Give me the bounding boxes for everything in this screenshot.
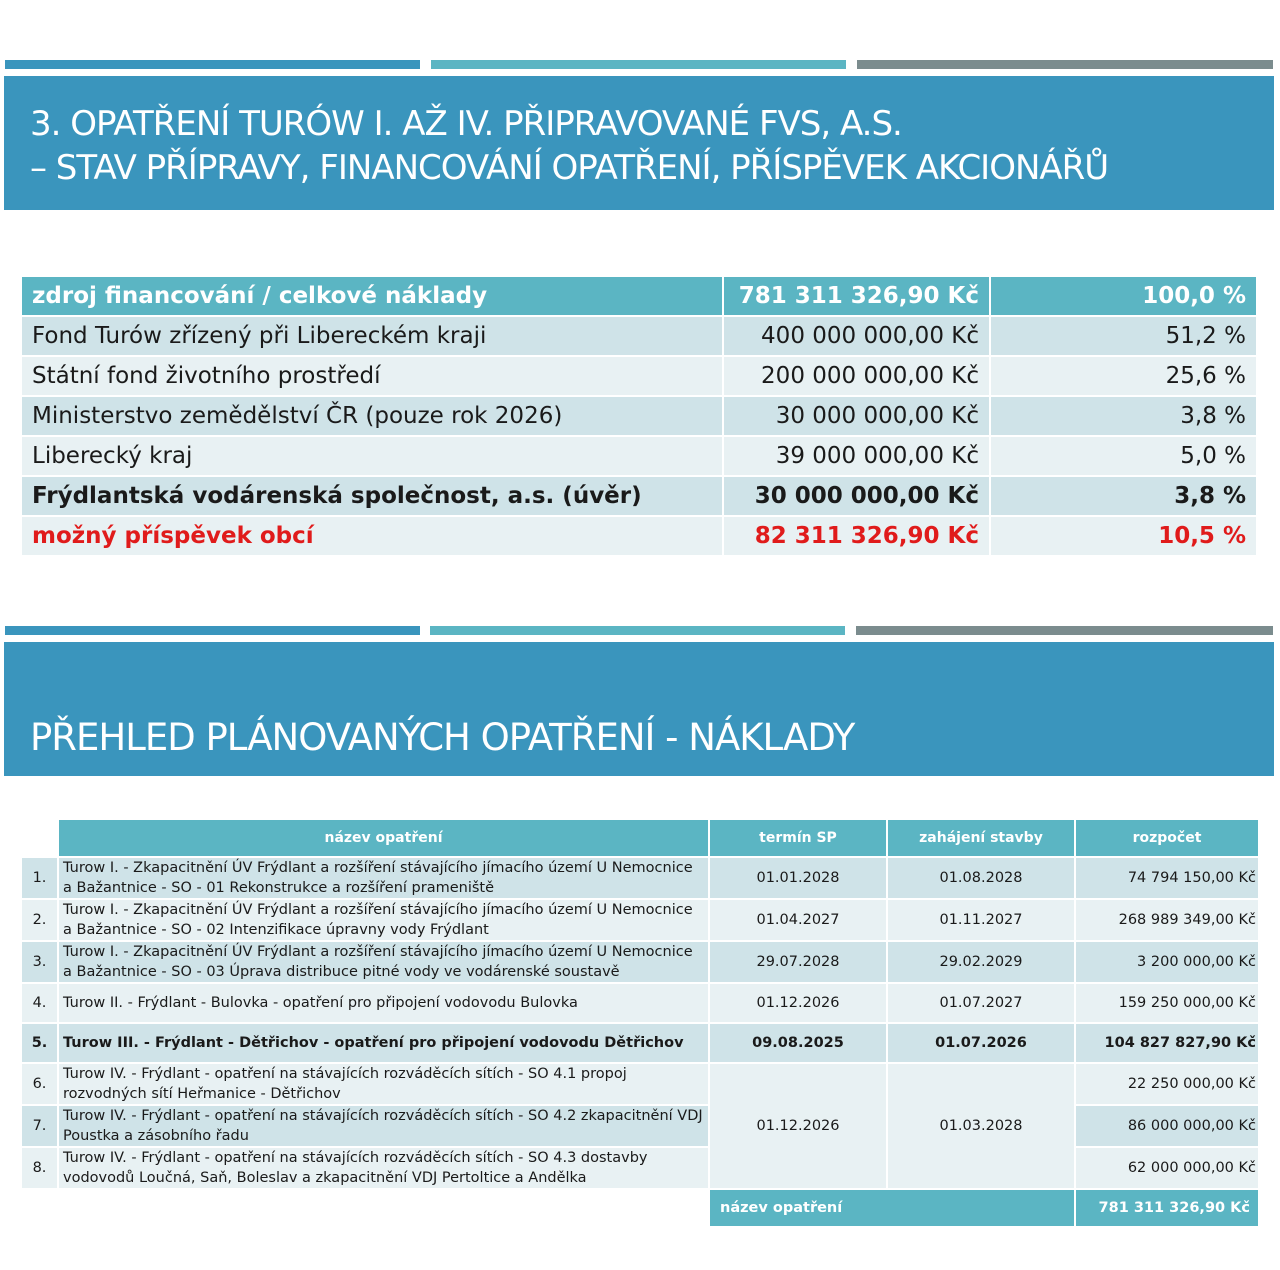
slide1-title-line1: 3. OPATŘENÍ TURÓW I. AŽ IV. PŘIPRAVOVANÉ FVS, A.S. (30, 104, 902, 144)
funding-header-label: zdroj financování / celkové náklady (22, 277, 722, 315)
measure-number: 6. (22, 1064, 57, 1104)
measure-start: 01.07.2026 (888, 1024, 1074, 1062)
funding-percent: 5,0 % (991, 437, 1256, 475)
column-header-term: termín SP (710, 820, 886, 856)
measure-row (22, 1064, 1258, 1104)
measure-budget: 86 000 000,00 Kč (1076, 1106, 1258, 1146)
funding-percent: 3,8 % (991, 477, 1256, 515)
measure-start: 01.07.2027 (888, 984, 1074, 1022)
measure-name: Turow I. - Zkapacitnění ÚV Frýdlant a rozšíření stávajícího jímacího území U Nemocnice a Bažantnice - SO - 01 Rekonstrukce a rozšíření prameniště (59, 858, 708, 898)
measure-number: 2. (22, 900, 57, 940)
funding-header-row (22, 277, 1256, 315)
measure-start: 01.08.2028 (888, 858, 1074, 898)
measure-name: Turow IV. - Frýdlant - opatření na stávajících rozváděcích sítích - SO 4.2 zkapacitnění VDJ Poustka a zásobního řadu (59, 1106, 708, 1146)
measure-start-merged: 01.03.2028 (888, 1064, 1074, 1188)
measure-number: 7. (22, 1106, 57, 1146)
accent-stripe-blue (5, 626, 420, 635)
measure-term: 29.07.2028 (710, 942, 886, 982)
measures-header-row (22, 820, 1258, 856)
accent-stripe-gray (856, 626, 1273, 635)
funding-row (22, 397, 1256, 435)
funding-row-fvs (22, 477, 1256, 515)
funding-percent: 51,2 % (991, 317, 1256, 355)
funding-row (22, 437, 1256, 475)
funding-percent: 3,8 % (991, 397, 1256, 435)
measure-name: Turow I. - Zkapacitnění ÚV Frýdlant a rozšíření stávajícího jímacího území U Nemocnice a Bažantnice - SO - 02 Intenzifikace úpravny vody Frýdlant (59, 900, 708, 940)
measure-number: 3. (22, 942, 57, 982)
measure-budget: 22 250 000,00 Kč (1076, 1064, 1258, 1104)
measure-row (22, 984, 1258, 1022)
footer-label: název opatření (710, 1190, 1074, 1226)
measure-term: 01.12.2026 (710, 984, 886, 1022)
funding-row (22, 317, 1256, 355)
slide2-title-banner (4, 642, 1274, 776)
measure-budget: 3 200 000,00 Kč (1076, 942, 1258, 982)
measure-number: 1. (22, 858, 57, 898)
measure-row (22, 942, 1258, 982)
funding-amount: 400 000 000,00 Kč (724, 317, 989, 355)
funding-row (22, 357, 1256, 395)
header-blank-cell (22, 820, 57, 856)
funding-amount: 39 000 000,00 Kč (724, 437, 989, 475)
measures-table (20, 818, 1260, 1228)
footer-blank-cell (22, 1190, 57, 1226)
funding-amount: 30 000 000,00 Kč (724, 477, 989, 515)
measure-number: 8. (22, 1148, 57, 1188)
measure-start: 29.02.2029 (888, 942, 1074, 982)
measure-row (22, 858, 1258, 898)
column-header-name: název opatření (59, 820, 708, 856)
funding-header-amount: 781 311 326,90 Kč (724, 277, 989, 315)
accent-stripe-teal (431, 60, 846, 69)
measure-term: 09.08.2025 (710, 1024, 886, 1062)
measure-term-merged: 01.12.2026 (710, 1064, 886, 1188)
slide2-title: PŘEHLED PLÁNOVANÝCH OPATŘENÍ - NÁKLADY (30, 716, 855, 759)
accent-stripe-gray (857, 60, 1273, 69)
slide1-title-line2: – STAV PŘÍPRAVY, FINANCOVÁNÍ OPATŘENÍ, PŘÍSPĚVEK AKCIONÁŘŮ (30, 148, 1109, 188)
funding-percent: 25,6 % (991, 357, 1256, 395)
measure-name: Turow III. - Frýdlant - Dětřichov - opatření pro připojení vodovodu Dětřichov (59, 1024, 708, 1062)
funding-source: Státní fond životního prostředí (22, 357, 722, 395)
measure-budget: 104 827 827,90 Kč (1076, 1024, 1258, 1062)
measure-budget: 74 794 150,00 Kč (1076, 858, 1258, 898)
measure-name: Turow IV. - Frýdlant - opatření na stávajících rozváděcích sítích - SO 4.3 dostavby vodovodů Loučná, Saň, Boleslav a zkapacitnění VDJ Pertoltice a Andělka (59, 1148, 708, 1188)
slide1-title-banner (4, 76, 1274, 210)
funding-source: Frýdlantská vodárenská společnost, a.s. (úvěr) (22, 477, 722, 515)
funding-source: Liberecký kraj (22, 437, 722, 475)
column-header-budget: rozpočet (1076, 820, 1258, 856)
measures-footer-row (22, 1190, 1258, 1226)
measure-row (22, 900, 1258, 940)
accent-stripe-blue (5, 60, 420, 69)
measure-name: Turow IV. - Frýdlant - opatření na stávajících rozváděcích sítích - SO 4.1 propoj rozvodných sítí Heřmanice - Dětřichov (59, 1064, 708, 1104)
funding-source: Ministerstvo zemědělství ČR (pouze rok 2026) (22, 397, 722, 435)
measure-number: 5. (22, 1024, 57, 1062)
footer-total: 781 311 326,90 Kč (1076, 1190, 1258, 1226)
measure-term: 01.04.2027 (710, 900, 886, 940)
measure-budget: 159 250 000,00 Kč (1076, 984, 1258, 1022)
funding-amount: 200 000 000,00 Kč (724, 357, 989, 395)
measure-name: Turow I. - Zkapacitnění ÚV Frýdlant a rozšíření stávajícího jímacího území U Nemocnice a Bažantnice - SO - 03 Úprava distribuce pitné vody ve vodárenské soustavě (59, 942, 708, 982)
column-header-start: zahájení stavby (888, 820, 1074, 856)
funding-header-percent: 100,0 % (991, 277, 1256, 315)
funding-source: možný příspěvek obcí (22, 517, 722, 555)
funding-source: Fond Turów zřízený při Libereckém kraji (22, 317, 722, 355)
measure-row-highlighted (22, 1024, 1258, 1062)
measure-number: 4. (22, 984, 57, 1022)
accent-stripe-teal (430, 626, 845, 635)
funding-amount: 30 000 000,00 Kč (724, 397, 989, 435)
measure-term: 01.01.2028 (710, 858, 886, 898)
funding-amount: 82 311 326,90 Kč (724, 517, 989, 555)
funding-percent: 10,5 % (991, 517, 1256, 555)
funding-row-municipalities (22, 517, 1256, 555)
footer-blank-cell (59, 1190, 708, 1226)
measure-name: Turow II. - Frýdlant - Bulovka - opatření pro připojení vodovodu Bulovka (59, 984, 708, 1022)
measure-start: 01.11.2027 (888, 900, 1074, 940)
funding-table (20, 275, 1258, 557)
measure-budget: 62 000 000,00 Kč (1076, 1148, 1258, 1188)
measure-budget: 268 989 349,00 Kč (1076, 900, 1258, 940)
